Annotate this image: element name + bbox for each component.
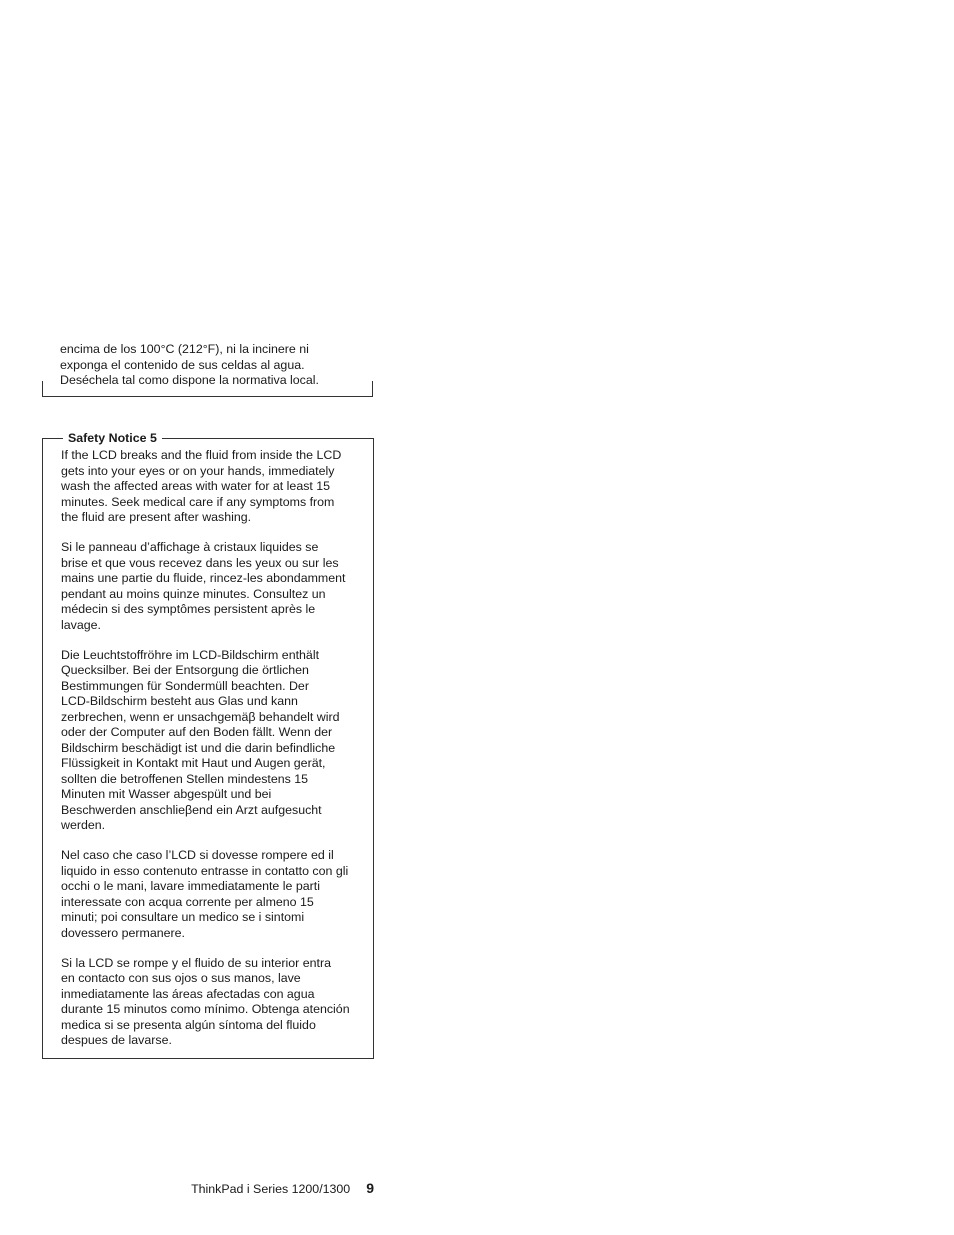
notice-paragraph-italian: Nel caso che caso l’LCD si dovesse rompere ed il liquido in esso contenuto entrasse in contatto con gli occhi o le mani, lavare immediatamente le parti interessate con acqua corrente per almeno 15 minuti; poi consultare un medico se i sintomi dovessero permanere. (61, 848, 349, 940)
safety-notice-title: Safety Notice 5 (63, 431, 162, 446)
previous-notice-box-end (42, 381, 373, 397)
footer-book-title: ThinkPad i Series 1200/1300 (191, 1182, 351, 1196)
notice-paragraph-french: Si le panneau d’affichage à cristaux liquides se brise et que vous recevez dans les yeux ou sur les mains une partie du fluide, rincez-les abondamment pendant au moins quinze minutes. Consultez un médecin si des symptômes persistent après le lavage. (61, 540, 346, 632)
notice-paragraph-english: If the LCD breaks and the fluid from inside the LCD gets into your eyes or on your hands, immediately wash the affected areas with water for at least 15 minutes. Seek medical care if any symptoms from the fluid are present after washing. (61, 448, 342, 524)
page-number: 9 (366, 1180, 374, 1196)
safety-notice-body (61, 448, 361, 1063)
safety-notice-5-box (42, 431, 374, 1059)
page-footer (191, 1181, 374, 1197)
continued-spanish-text: encima de los 100°C (212°F), ni la incinere ni exponga el contenido de sus celdas al agua. Deséchela tal como dispone la normativa local. (60, 342, 319, 387)
notice-paragraph-german: Die Leuchtstoffröhre im LCD-Bildschirm enthält Quecksilber. Bei der Entsorgung die örtlichen Bestimmungen für Sondermüll beachten. Der LCD-Bildschirm besteht aus Glas und kann zerbrechen, wenn er unsachgemäβ behandelt wird oder der Computer auf den Boden fällt. Wenn der Bildschirm beschädigt ist und die darin befindliche Flüssigkeit in Kontakt mit Haut und Augen gerät, sollten die betroffenen Stellen mindestens 15 Minuten mit Wasser abgespült und bei Beschwerden anschlieβend ein Arzt aufgesucht werden. (61, 647, 340, 832)
notice-paragraph-spanish: Si la LCD se rompe y el fluido de su interior entra en contacto con sus ojos o sus manos, lave inmediatamente las áreas afectadas con agua durante 15 minutos como mínimo. Obtenga atención medica si se presenta algún síntoma del fluido despues de lavarse. (61, 955, 350, 1047)
